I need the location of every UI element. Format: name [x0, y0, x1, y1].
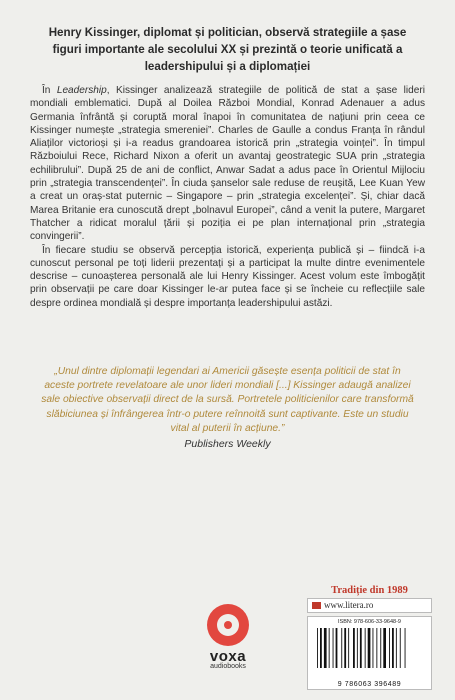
description: [30, 84, 425, 310]
isbn-text: ISBN: 978-606-33-9648-9: [338, 619, 401, 625]
review-source: Publishers Weekly: [184, 438, 271, 450]
voxa-logo: [196, 604, 260, 684]
paragraph-1: [30, 84, 425, 244]
paragraph-2: În fiecare studiu se observă percepția istorică, experiența publică și – fiindcă i-a cunoscut personal pe toți liderii prezentați și a participat la multe dintre evenimentele descrise – cunoașterea personală ale lui Henry Kissinger. Acest volum este îmbogățit prin observații pe care doar Kissinger le-ar putea face și se încheie cu reflecțiile sale despre ordinea mondială și despre importanța leadershipului astăzi.: [30, 244, 425, 309]
isbn-block: [307, 585, 432, 689]
barcode-digits: 9 786063 396489: [337, 681, 402, 688]
p1-start: În: [42, 85, 57, 96]
voxa-logo-icon: [207, 604, 249, 646]
barcode-bars: [316, 628, 425, 676]
website-text: www.litera.ro: [324, 600, 374, 610]
brand-name: voxa: [209, 648, 247, 665]
p1-rest: , Kissinger analizează strategiile de politică de stat a șase lideri mondiali emblematici. După al Doilea Război Mondial, Konrad Adenauer a adus Germania înfrântă și coruptă moral înapoi în comunitatea de națiuni prin ceea ce Kissinger numește „strategia smereniei”. Charles de Gaulle a condus Franța în rândul Aliaților victorioși și i-a readus grandoarea istorică prin „strategia voinței”. În timpul Războiului Rece, Richard Nixon a oferit un avantaj geostrategic SUA prin „strategia echilibrului”. După 25 de ani de conflict, Anwar Sadat a adus pace în Orientul Mijlociu prin „strategia transcendenței”. În ciuda șanselor sale reduse de reușită, Lee Kuan Yew a creat un oraș-stat puternic – Singapore – prin „strategia excelenței”. Și, chiar dacă Marea Britanie era cunoscută drept „bolnavul Europei”, când a venit la putere, Margaret Thatcher a ridicat moralul țării și poziția ei pe plan internațional prin „strategia convingerii”.: [30, 85, 425, 243]
flag-icon: [312, 602, 321, 609]
headline: Henry Kissinger, diplomat și politician, observă strategiile a șase figuri importante ale secolului XX și prezintă o teorie unificată a leadershipului și a diplomației: [48, 26, 407, 73]
brand-sub: audiobooks: [210, 663, 246, 670]
tradition-label: Tradiție din 1989: [331, 585, 408, 596]
barcode: [307, 616, 432, 690]
website-label: [307, 598, 432, 613]
book-title: Leadership: [56, 85, 107, 96]
review-quote: „Unul dintre diplomații legendari ai Americii găsește esența politicii de stat în aceste portrete revelatoare ale unor lideri mondiali [...] Kissinger adaugă analizei sale obiective observații direct de la sursă. Portretele politicienilor care transformă slăbiciunea și înfrângerea într-o putere reînnoită sunt captivante. Este un studiu vital al puterii în acțiune.”: [41, 366, 414, 434]
